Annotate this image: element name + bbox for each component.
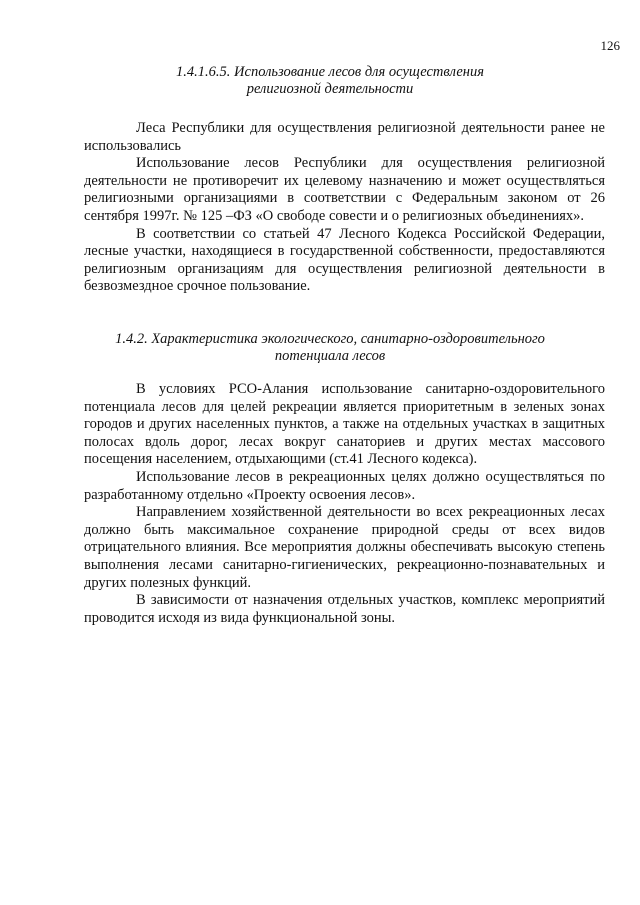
section-heading-ecological-potential <box>80 331 580 365</box>
section-heading-religious-use <box>80 64 580 98</box>
section-body-ecological-potential <box>84 381 605 627</box>
page-number: 126 <box>600 38 620 53</box>
heading-line: религиозной деятельности <box>246 81 414 97</box>
heading-line: 1.4.2. Характеристика экологического, санитарно-оздоровительного <box>115 331 545 347</box>
heading-line: 1.4.1.6.5. Использование лесов для осуществления <box>176 64 484 80</box>
paragraph: В соответствии со статьей 47 Лесного Кодекса Российской Федерации, лесные участки, находящиеся в государственной собственности, предоставляются религиозным организациям для осуществления религиозной деятельности в безвозмездное срочное пользование. <box>84 225 605 295</box>
paragraph: В условиях РСО-Алания использование санитарно-оздоровительного потенциала лесов для целей рекреации является приоритетным в зеленых зонах городов и других населенных пунктов, а также на отдельных участках в защитных полосах вдоль дорог, лесах вокруг санаториев и других местах массового посещения населением, отдыхающими (ст.41 Лесного кодекса). <box>84 381 605 468</box>
paragraph: В зависимости от назначения отдельных участков, комплекс мероприятий проводится исходя из вида функциональной зоны. <box>84 592 605 626</box>
section-body-religious-use <box>84 120 605 296</box>
paragraph: Использование лесов в рекреационных целях должно осуществляться по разработанному отдельно «Проекту освоения лесов». <box>84 468 605 503</box>
heading-line: потенциала лесов <box>274 348 386 364</box>
paragraph: Использование лесов Республики для осуществления религиозной деятельности не противоречит их целевому назначению и может осуществляться религиозными организациями в соответствии с Федеральным законом от 26 сентября 1997г. № 125 –ФЗ «О свободе совести и о религиозных объединениях». <box>84 155 605 224</box>
paragraph: Леса Республики для осуществления религиозной деятельности ранее не использовались <box>84 120 605 154</box>
paragraph: Направлением хозяйственной деятельности во всех рекреационных лесах должно быть максимальное сохранение природной среды от всех видов отрицательного влияния. Все мероприятия должны обеспечивать высокую степень выполнения лесами санитарно-гигиенических, рекреационно-познавательных и других полезных функций. <box>84 504 605 591</box>
